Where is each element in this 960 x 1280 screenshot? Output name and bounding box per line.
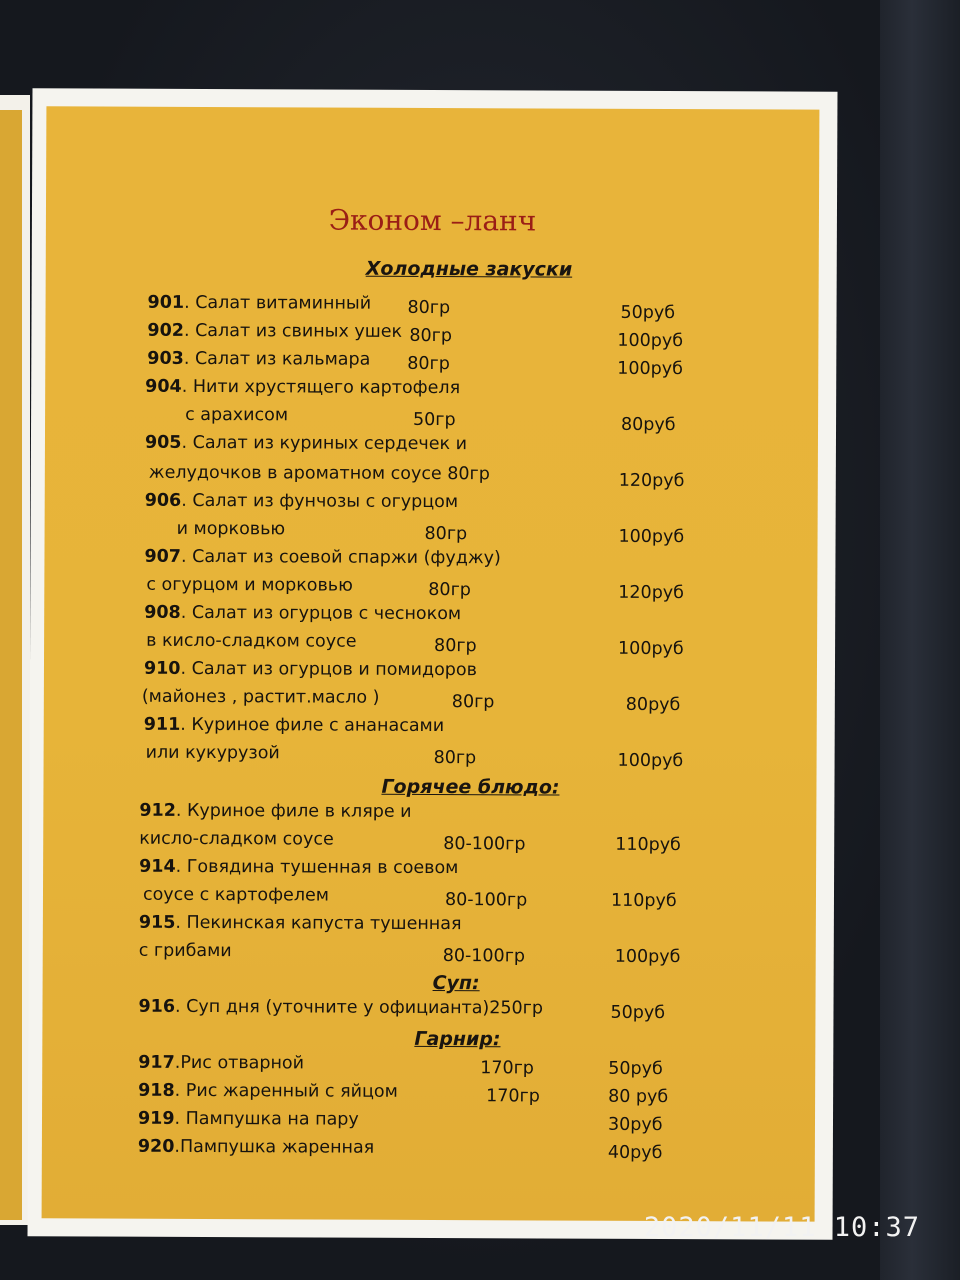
- menu-item: 907. Салат из соевой спаржи (фуджу): [144, 546, 501, 569]
- item-price: 100руб: [618, 526, 685, 548]
- item-weight: 80-100гр: [443, 834, 526, 855]
- menu-item-continuation: с огурцом и морковью: [146, 574, 353, 596]
- menu-item-continuation: желудочков в ароматном соусе 80гр: [148, 462, 490, 485]
- item-price: 80руб: [625, 694, 681, 716]
- item-weight: 50гр: [413, 409, 456, 431]
- photo-timestamp: 2020/11/11 10:37: [643, 1212, 920, 1243]
- menu-item-continuation: и морковью: [176, 518, 286, 540]
- item-price: 100руб: [617, 358, 684, 380]
- menu-item: 917.Рис отварной: [138, 1052, 305, 1074]
- item-price: 80руб: [621, 414, 676, 436]
- menu-item: 915. Пекинская капуста тушенная: [138, 912, 462, 935]
- menu-item: 901. Салат витаминный: [147, 292, 372, 314]
- menu-item: 912. Куриное филе в кляре и: [139, 800, 412, 822]
- menu-sheet: [42, 106, 820, 1221]
- section-hot-dish: Горячее блюдо:: [381, 775, 560, 799]
- menu-item: 904. Нити хрустящего картофеля: [145, 376, 461, 399]
- item-price: 120руб: [618, 582, 685, 604]
- item-price: 40руб: [607, 1142, 663, 1164]
- item-price: 50руб: [620, 302, 676, 324]
- section-soup: Суп:: [432, 972, 480, 995]
- menu-cover-edge: [880, 0, 960, 1280]
- item-weight: 170гр: [486, 1086, 540, 1107]
- section-garnish: Гарнир:: [414, 1027, 501, 1051]
- section-cold-appetizers: Холодные закуски: [365, 257, 573, 281]
- item-price: 50руб: [608, 1058, 663, 1080]
- menu-item-continuation: с арахисом: [185, 404, 289, 426]
- menu-item: 920.Пампушка жаренная: [137, 1136, 375, 1158]
- menu-item-continuation: с грибами: [138, 940, 232, 962]
- item-weight: 80гр: [424, 523, 468, 545]
- item-weight: 80-100гр: [442, 946, 526, 967]
- item-price: 100руб: [614, 946, 681, 968]
- menu-item: 918. Рис жаренный с яйцом: [138, 1080, 398, 1102]
- menu-item: 903. Салат из кальмара: [147, 348, 371, 370]
- menu-item: 902. Салат из свиных ушек: [147, 320, 403, 342]
- menu-item: 919. Пампушка на пару: [137, 1108, 359, 1130]
- menu-item: 906. Салат из фунчозы с огурцом: [144, 490, 459, 513]
- menu-page: [27, 88, 837, 1240]
- item-weight: 80-100гр: [444, 890, 528, 911]
- item-price: 50руб: [610, 1002, 666, 1024]
- menu-item: 910. Салат из огурцов и помидоров: [143, 658, 477, 681]
- menu-item: 908. Салат из огурцов с чесноком: [144, 602, 462, 625]
- item-price: 120руб: [618, 470, 685, 492]
- menu-item-continuation: в кисло-сладком соусе: [146, 630, 357, 652]
- left-page-yellow-strip: [0, 110, 22, 1220]
- item-price: 80 руб: [608, 1086, 669, 1108]
- item-weight: 80гр: [433, 748, 477, 769]
- menu-item: 916. Суп дня (уточните у официанта)250гр: [138, 996, 544, 1019]
- menu-item-continuation: или кукурузой: [145, 742, 280, 764]
- item-price: 100руб: [617, 750, 684, 772]
- item-price: 100руб: [618, 638, 684, 660]
- item-weight: 80гр: [407, 297, 451, 319]
- item-price: 110руб: [615, 834, 681, 856]
- menu-item-continuation: (майонез , растит.масло ): [141, 686, 380, 708]
- menu-title: Эконом –ланч: [328, 203, 537, 238]
- item-weight: 80гр: [451, 692, 495, 713]
- menu-item: 911. Куриное филе с ананасами: [143, 714, 445, 737]
- menu-item-continuation: кисло-сладком соусе: [139, 828, 334, 850]
- menu-item-continuation: соусе с картофелем: [142, 884, 330, 906]
- item-price: 110руб: [610, 890, 677, 912]
- item-weight: 80гр: [409, 325, 453, 347]
- item-price: 30руб: [607, 1114, 663, 1136]
- item-price: 100руб: [617, 330, 684, 352]
- item-weight: 170гр: [480, 1058, 534, 1079]
- menu-item: 905. Салат из куриных сердечек и: [144, 432, 468, 455]
- item-weight: 80гр: [428, 579, 471, 601]
- item-weight: 80гр: [434, 636, 477, 657]
- menu-item: 914. Говядина тушенная в соевом: [139, 856, 459, 879]
- item-weight: 80гр: [407, 353, 450, 375]
